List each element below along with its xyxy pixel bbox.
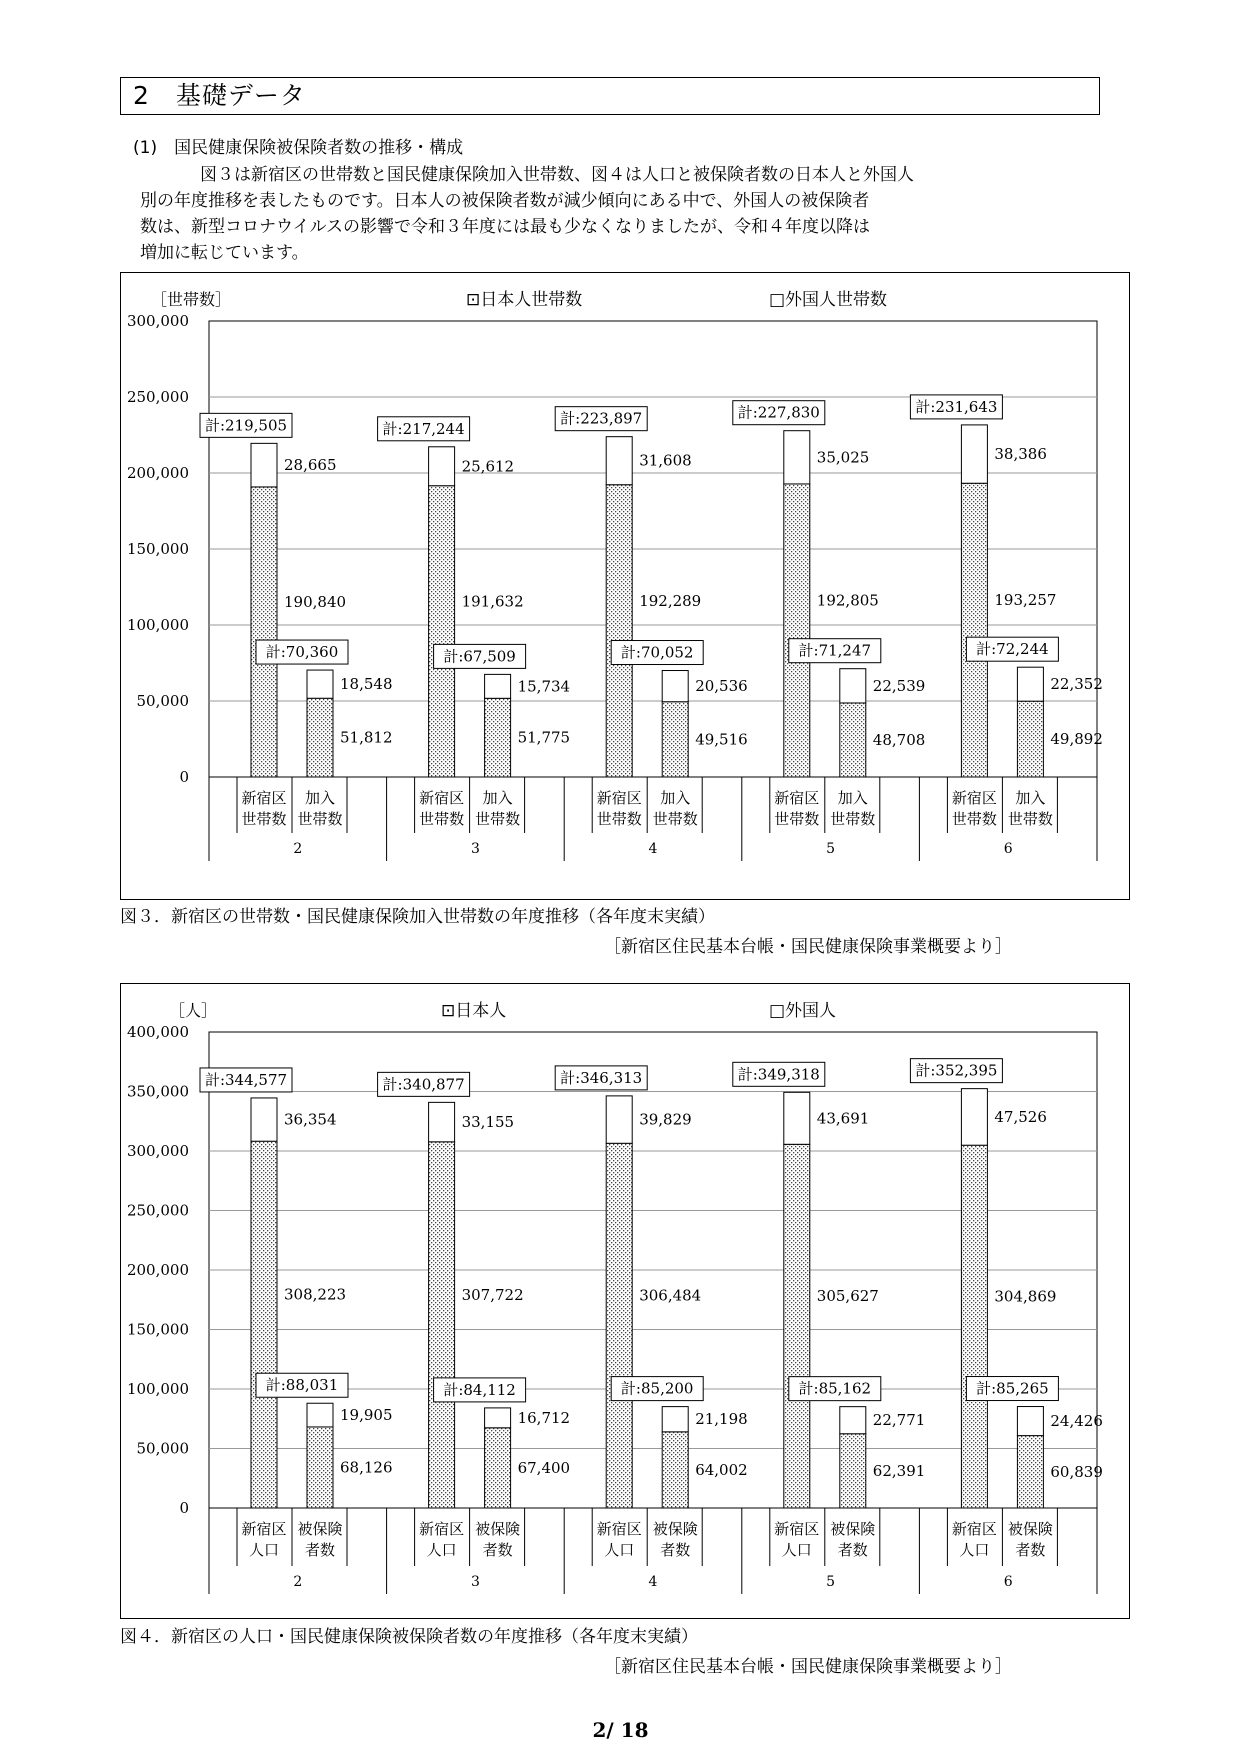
legend-entry: □外国人世帯数 [769, 290, 888, 310]
legend-entry: ⊡日本人 [441, 1001, 507, 1021]
figure4-caption: 図４．新宿区の人口・国民健康保険被保険者数の年度推移（各年度末実績） [120, 1627, 698, 1647]
bar-category-label: 新宿区 [596, 1520, 642, 1538]
figure3-chart [121, 273, 1129, 899]
data-label-japanese: 304,869 [994, 1287, 1057, 1306]
bar-japanese [961, 483, 987, 777]
bar-category-label: 世帯数 [596, 810, 642, 828]
x-tick-label: 3 [470, 841, 480, 857]
bar-category-label: 者数 [660, 1541, 691, 1559]
data-label-foreign: 22,352 [1050, 675, 1103, 694]
data-label-japanese: 307,722 [461, 1285, 524, 1304]
total-label: 計:85,162 [798, 1379, 872, 1398]
bar-foreign [662, 671, 688, 702]
y-tick-label: 400,000 [126, 1023, 189, 1041]
figure3-frame [120, 272, 1130, 900]
y-tick-label: 350,000 [126, 1082, 189, 1101]
y-tick-label: 0 [179, 768, 189, 786]
bar-category-label: 新宿区 [951, 1520, 997, 1538]
bar-category-label: 新宿区 [241, 1520, 287, 1538]
data-label-japanese: 51,775 [517, 728, 571, 747]
data-label-foreign: 36,354 [284, 1110, 337, 1129]
bar-foreign [961, 1089, 987, 1146]
data-label-foreign: 38,386 [994, 445, 1047, 464]
bar-japanese [784, 1144, 810, 1508]
data-label-japanese: 305,627 [816, 1287, 879, 1306]
bar-category-label: 加入 [1015, 789, 1046, 807]
data-label-foreign: 16,712 [517, 1408, 571, 1427]
total-label: 計:231,643 [915, 397, 998, 416]
bar-foreign [784, 1092, 810, 1144]
bar-category-label: 人口 [604, 1541, 635, 1559]
bar-foreign [251, 1098, 277, 1141]
data-label-japanese: 49,892 [1050, 730, 1103, 749]
figure4-source: ［新宿区住民基本台帳・国民健康保険事業概要より］ [604, 1657, 1012, 1677]
bar-category-label: 被保険 [652, 1520, 698, 1538]
data-label-japanese: 306,484 [639, 1286, 702, 1305]
y-tick-label: 100,000 [126, 616, 189, 634]
bar-japanese [429, 486, 455, 777]
bar-category-label: 世帯数 [774, 810, 820, 828]
bar-japanese [961, 1145, 987, 1508]
data-label-japanese: 51,812 [340, 728, 393, 747]
bar-japanese [485, 698, 511, 777]
bar-foreign [784, 431, 810, 484]
figure4-frame [120, 983, 1130, 1619]
bar-category-label: 世帯数 [419, 810, 465, 828]
paragraph-line: 数は、新型コロナウイルスの影響で令和３年度には最も少なくなりましたが、令和４年度以降は [140, 217, 870, 237]
bar-category-label: 人口 [781, 1541, 812, 1559]
bar-category-label: 世帯数 [297, 810, 343, 828]
y-tick-label: 100,000 [126, 1380, 189, 1398]
bar-foreign [662, 1407, 688, 1432]
bar-category-label: 被保険 [1007, 1520, 1053, 1538]
bar-japanese [485, 1428, 511, 1508]
bar-japanese [840, 1434, 866, 1508]
total-label: 計:349,318 [737, 1065, 820, 1084]
total-label: 計:72,244 [976, 640, 1049, 659]
bar-japanese [251, 487, 277, 777]
data-label-japanese: 68,126 [340, 1458, 393, 1477]
data-label-foreign: 43,691 [816, 1109, 870, 1128]
data-label-foreign: 20,536 [695, 677, 748, 696]
data-label-japanese: 64,002 [695, 1460, 748, 1479]
total-label: 計:223,897 [560, 409, 643, 428]
y-axis-label: ［世帯数］ [151, 290, 232, 309]
bar-category-label: 新宿区 [241, 789, 287, 807]
bar-foreign [1017, 667, 1043, 701]
bar-category-label: 新宿区 [774, 789, 820, 807]
figure4-chart [121, 984, 1129, 1618]
bar-foreign [429, 1102, 455, 1141]
data-label-foreign: 21,198 [695, 1410, 748, 1429]
bar-japanese [606, 1143, 632, 1508]
bar-japanese [606, 485, 632, 777]
x-tick-label: 5 [826, 1574, 836, 1590]
total-label: 計:70,360 [265, 643, 339, 662]
total-label: 計:346,313 [560, 1068, 643, 1087]
paragraph-line: 増加に転じています。 [140, 243, 309, 263]
data-label-foreign: 31,608 [639, 451, 692, 470]
data-label-japanese: 62,391 [872, 1461, 926, 1480]
bar-foreign [606, 1096, 632, 1143]
data-label-foreign: 22,771 [872, 1411, 926, 1430]
bar-foreign [840, 1407, 866, 1434]
data-label-foreign: 15,734 [517, 677, 571, 696]
x-tick-label: 2 [293, 841, 303, 857]
bar-category-label: 者数 [837, 1541, 868, 1559]
data-label-japanese: 49,516 [695, 730, 748, 749]
bar-category-label: 加入 [660, 789, 691, 807]
total-label: 計:340,877 [382, 1075, 465, 1094]
bar-foreign [307, 1403, 333, 1427]
y-tick-label: 150,000 [126, 540, 189, 558]
bar-japanese [784, 484, 810, 777]
bar-japanese [429, 1142, 455, 1508]
x-tick-label: 5 [826, 841, 836, 857]
bar-category-label: 加入 [837, 789, 868, 807]
bar-foreign [606, 437, 632, 485]
total-label: 計:217,244 [382, 419, 465, 438]
bar-japanese [251, 1141, 277, 1508]
data-label-foreign: 19,905 [340, 1406, 393, 1425]
total-label: 計:85,200 [620, 1379, 694, 1398]
figure3-caption: 図３．新宿区の世帯数・国民健康保険加入世帯数の年度推移（各年度末実績） [120, 907, 715, 927]
data-label-foreign: 18,548 [340, 675, 393, 694]
total-label: 計:344,577 [204, 1070, 288, 1089]
section-title: 2 基礎データ [120, 77, 1100, 115]
bar-japanese [1017, 1436, 1043, 1508]
total-label: 計:219,505 [204, 416, 288, 435]
bar-category-label: 新宿区 [596, 789, 642, 807]
paragraph-line: 別の年度推移を表したものです。日本人の被保険者数が減少傾向にある中で、外国人の被保険者 [140, 191, 870, 211]
data-label-japanese: 190,840 [284, 592, 347, 611]
bar-category-label: 世帯数 [475, 810, 521, 828]
x-tick-label: 4 [648, 841, 658, 857]
legend-entry: □外国人 [769, 1001, 837, 1021]
data-label-japanese: 193,257 [994, 591, 1057, 610]
data-label-japanese: 192,289 [639, 591, 702, 610]
data-label-japanese: 191,632 [461, 592, 524, 611]
data-label-japanese: 60,839 [1050, 1462, 1103, 1481]
x-tick-label: 6 [1003, 841, 1013, 857]
bar-category-label: 者数 [1015, 1541, 1046, 1559]
data-label-japanese: 308,223 [284, 1285, 347, 1304]
y-tick-label: 300,000 [126, 312, 189, 330]
x-tick-label: 3 [470, 1574, 480, 1590]
data-label-japanese: 192,805 [816, 591, 879, 610]
total-label: 計:227,830 [737, 403, 820, 422]
page-number: 2/ 18 [592, 1718, 649, 1742]
bar-japanese [307, 698, 333, 777]
bar-foreign [251, 443, 277, 487]
bar-category-label: 新宿区 [774, 1520, 820, 1538]
total-label: 計:88,031 [265, 1376, 339, 1395]
y-tick-label: 200,000 [126, 464, 189, 482]
data-label-foreign: 24,426 [1050, 1412, 1103, 1431]
bar-category-label: 者数 [482, 1541, 513, 1559]
data-label-foreign: 35,025 [816, 448, 870, 467]
paragraph-line: 図３は新宿区の世帯数と国民健康保険加入世帯数、図４は人口と被保険者数の日本人と外国人 [200, 165, 914, 185]
bar-foreign [1017, 1407, 1043, 1436]
bar-category-label: 被保険 [830, 1520, 876, 1538]
y-tick-label: 50,000 [136, 1439, 189, 1458]
y-tick-label: 200,000 [126, 1261, 189, 1279]
bar-japanese [307, 1427, 333, 1508]
bar-category-label: 加入 [482, 789, 513, 807]
total-label: 計:71,247 [798, 641, 872, 660]
bar-japanese [662, 702, 688, 777]
y-tick-label: 250,000 [126, 1201, 189, 1220]
legend-entry: ⊡日本人世帯数 [466, 290, 583, 310]
bar-category-label: 被保険 [475, 1520, 521, 1538]
bar-category-label: 人口 [959, 1541, 990, 1559]
bar-category-label: 世帯数 [241, 810, 287, 828]
bar-category-label: 新宿区 [419, 1520, 465, 1538]
bar-foreign [485, 674, 511, 698]
x-tick-label: 2 [293, 1574, 303, 1590]
total-label: 計:85,265 [976, 1379, 1049, 1398]
total-label: 計:67,509 [443, 647, 516, 666]
bar-japanese [662, 1432, 688, 1508]
data-label-foreign: 39,829 [639, 1110, 692, 1129]
data-label-japanese: 67,400 [517, 1458, 571, 1477]
bar-category-label: 新宿区 [419, 789, 465, 807]
bar-category-label: 者数 [304, 1541, 336, 1559]
data-label-foreign: 28,665 [284, 456, 337, 475]
bar-category-label: 加入 [304, 789, 336, 807]
data-label-foreign: 22,539 [872, 676, 926, 695]
y-tick-label: 300,000 [126, 1142, 189, 1160]
bar-category-label: 被保険 [297, 1520, 343, 1538]
data-label-foreign: 33,155 [461, 1113, 515, 1132]
bar-category-label: 世帯数 [1007, 810, 1053, 828]
bar-japanese [840, 703, 866, 777]
bar-foreign [485, 1408, 511, 1428]
bar-foreign [840, 669, 866, 703]
bar-foreign [307, 670, 333, 698]
data-label-japanese: 48,708 [872, 730, 926, 749]
bar-category-label: 世帯数 [830, 810, 876, 828]
x-tick-label: 4 [648, 1574, 658, 1590]
subsection-heading: (1) 国民健康保険被保険者数の推移・構成 [133, 138, 464, 158]
bar-category-label: 新宿区 [951, 789, 997, 807]
x-tick-label: 6 [1003, 1574, 1013, 1590]
total-label: 計:70,052 [620, 643, 694, 662]
y-axis-label: ［人］ [169, 1001, 218, 1020]
bar-category-label: 人口 [248, 1541, 280, 1559]
bar-foreign [429, 447, 455, 486]
bar-category-label: 世帯数 [951, 810, 997, 828]
bar-category-label: 世帯数 [652, 810, 698, 828]
y-tick-label: 50,000 [136, 692, 189, 710]
data-label-foreign: 25,612 [461, 457, 515, 476]
y-tick-label: 0 [179, 1499, 189, 1517]
figure3-source: ［新宿区住民基本台帳・国民健康保険事業概要より］ [604, 937, 1012, 957]
y-tick-label: 150,000 [126, 1320, 189, 1339]
total-label: 計:352,395 [915, 1061, 998, 1080]
description-paragraph [140, 162, 1130, 266]
total-label: 計:84,112 [443, 1380, 516, 1399]
data-label-foreign: 47,526 [994, 1107, 1047, 1126]
bar-foreign [961, 425, 987, 483]
bar-category-label: 人口 [426, 1541, 457, 1559]
y-tick-label: 250,000 [126, 388, 189, 406]
bar-japanese [1017, 701, 1043, 777]
